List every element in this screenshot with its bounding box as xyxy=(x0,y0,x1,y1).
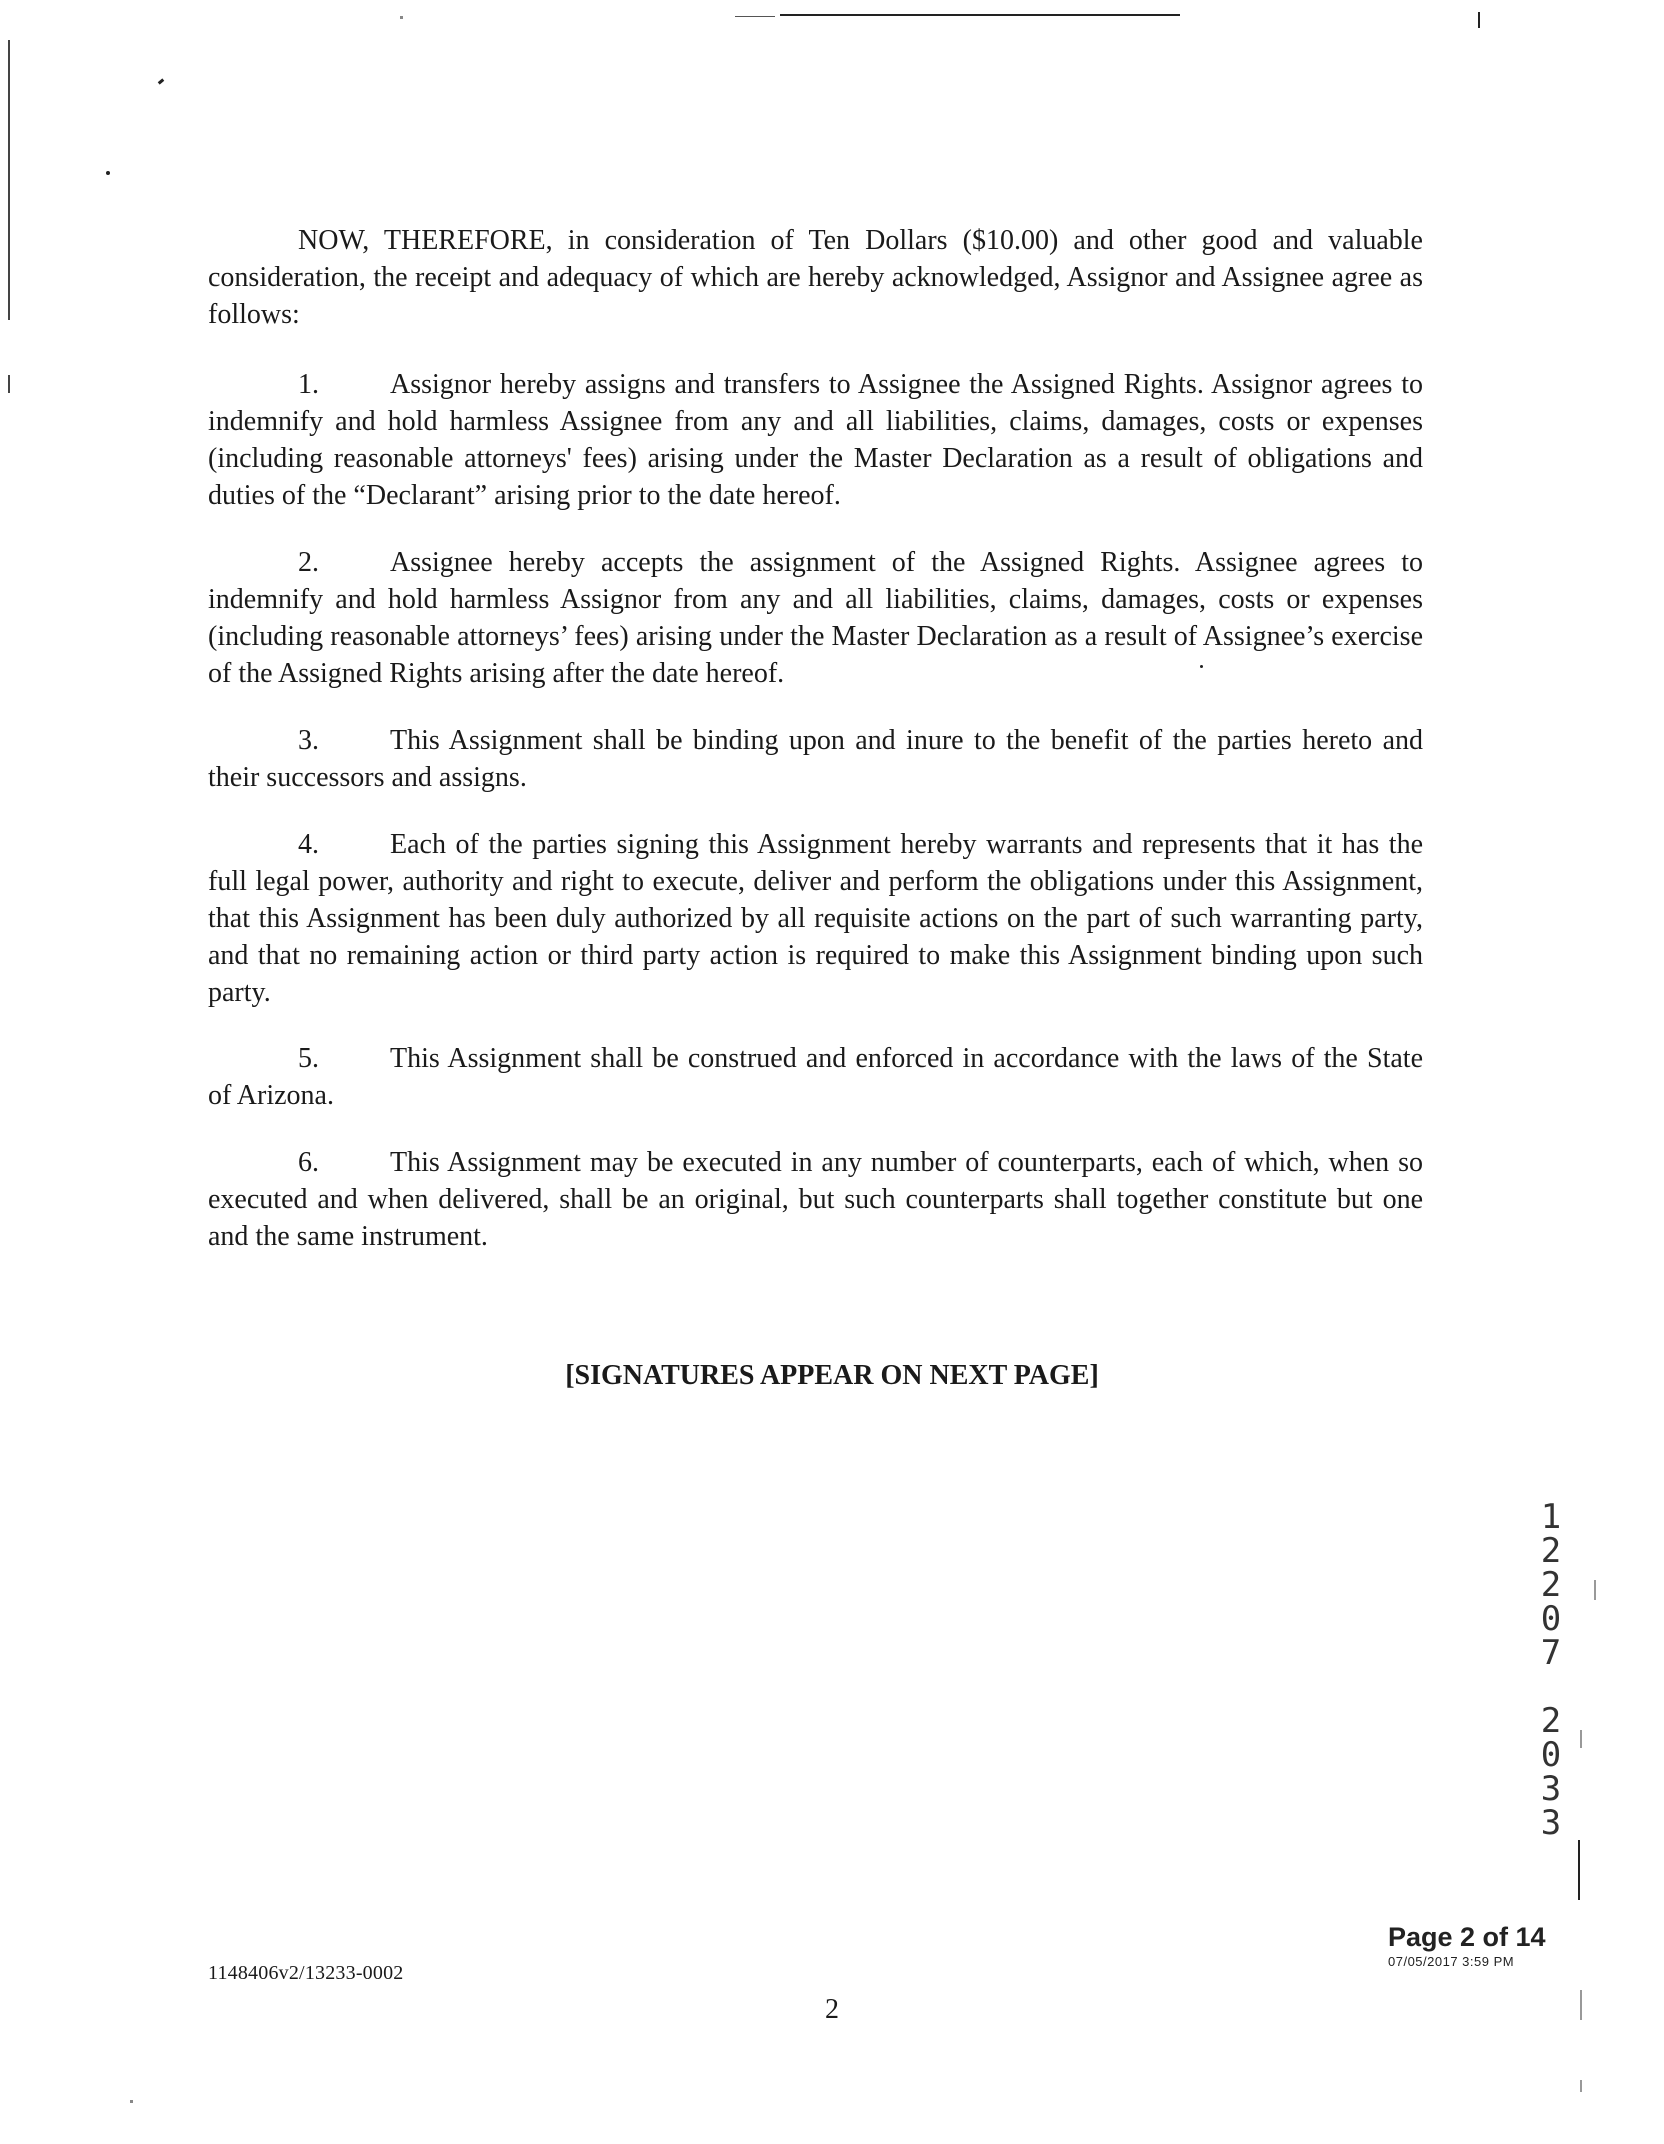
recording-timestamp: 07/05/2017 3:59 PM xyxy=(1388,1954,1515,1969)
scan-artifact xyxy=(8,40,10,320)
recording-digit: 3 xyxy=(1540,1769,1562,1809)
intro-paragraph: NOW, THEREFORE, in consideration of Ten Dollars ($10.00) and other good and valuable consideration, the receipt and adequacy of which are hereby acknowledged, Assignor and Assignee agree as follows: xyxy=(208,225,1423,330)
recording-digit: 0 xyxy=(1540,1599,1562,1639)
scan-artifact xyxy=(1578,1840,1580,1900)
clause-number: 3. xyxy=(298,725,319,756)
recording-digit: 2 xyxy=(1540,1531,1562,1571)
scan-artifact xyxy=(735,16,775,17)
scan-artifact xyxy=(1580,2080,1582,2092)
clause-1 xyxy=(208,366,1423,514)
clause-text: This Assignment shall be construed and enforced in accordance with the laws of the State of Arizona. xyxy=(208,1043,1423,1111)
clause-text: Assignor hereby assigns and transfers to Assignee the Assigned Rights. Assignor agrees to indemnify and hold harmless Assignee from any and all liabilities, claims, damages, costs or expenses (including reasonable attorneys' fees) arising under the Master Declaration as a result of obligations and duties of the “Declarant” arising prior to the date hereof. xyxy=(208,369,1423,511)
scan-artifact xyxy=(1594,1580,1596,1600)
recording-digit: 0 xyxy=(1540,1735,1562,1775)
recording-digit: 2 xyxy=(1540,1701,1562,1741)
clause-number: 2. xyxy=(298,547,319,578)
page-number: 2 xyxy=(825,1994,839,2025)
document-id: 1148406v2/13233-0002 xyxy=(208,1962,404,1984)
scan-artifact xyxy=(1580,1730,1582,1748)
scan-artifact xyxy=(158,78,165,84)
clause-3 xyxy=(208,722,1423,796)
scan-artifact xyxy=(106,171,110,175)
recording-page-stamp xyxy=(1388,1922,1578,1969)
clause-4 xyxy=(208,826,1423,1011)
recording-number-vertical xyxy=(1536,1497,1566,1843)
clause-number: 1. xyxy=(298,369,319,400)
recording-digit: 2 xyxy=(1540,1565,1562,1605)
recording-gap xyxy=(1536,1670,1566,1704)
clause-number: 5. xyxy=(298,1043,319,1074)
clause-2 xyxy=(208,544,1423,692)
clause-text: Each of the parties signing this Assignment hereby warrants and represents that it has the full legal power, authority and right to execute, deliver and perform the obligations under this Assignment, that this Assignment has been duly authorized by all requisite actions on the part of such warranting party, and that no remaining action or third party action is required to make this Assignment binding upon such party. xyxy=(208,829,1423,1008)
clause-number: 6. xyxy=(298,1147,319,1178)
page-count-label: Page 2 of 14 xyxy=(1388,1922,1546,1952)
scan-artifact xyxy=(8,375,10,393)
clause-text: Assignee hereby accepts the assignment of the Assigned Rights. Assignee agrees to indemnify and hold harmless Assignor from any and all liabilities, claims, damages, costs or expenses (including reasonable attorneys’ fees) arising under the Master Declaration as a result of Assignee’s exercise of the Assigned Rights arising after the date hereof. xyxy=(208,547,1423,689)
clause-number: 4. xyxy=(298,829,319,860)
scan-artifact xyxy=(400,16,403,19)
recording-digit: 1 xyxy=(1540,1497,1562,1537)
clause-6 xyxy=(208,1144,1423,1255)
scan-artifact xyxy=(1478,12,1480,28)
clause-text: This Assignment shall be binding upon and inure to the benefit of the parties hereto and their successors and assigns. xyxy=(208,725,1423,793)
recording-digit: 7 xyxy=(1540,1633,1562,1673)
clause-text: This Assignment may be executed in any number of counterparts, each of which, when so executed and when delivered, shall be an original, but such counterparts shall together constitute but one and the same instrument. xyxy=(208,1147,1423,1252)
clause-5 xyxy=(208,1040,1423,1114)
scan-artifact xyxy=(130,2100,133,2103)
scan-artifact xyxy=(780,14,1180,16)
recording-digit: 3 xyxy=(1540,1803,1562,1843)
signatures-note: [SIGNATURES APPEAR ON NEXT PAGE] xyxy=(565,1360,1099,1391)
